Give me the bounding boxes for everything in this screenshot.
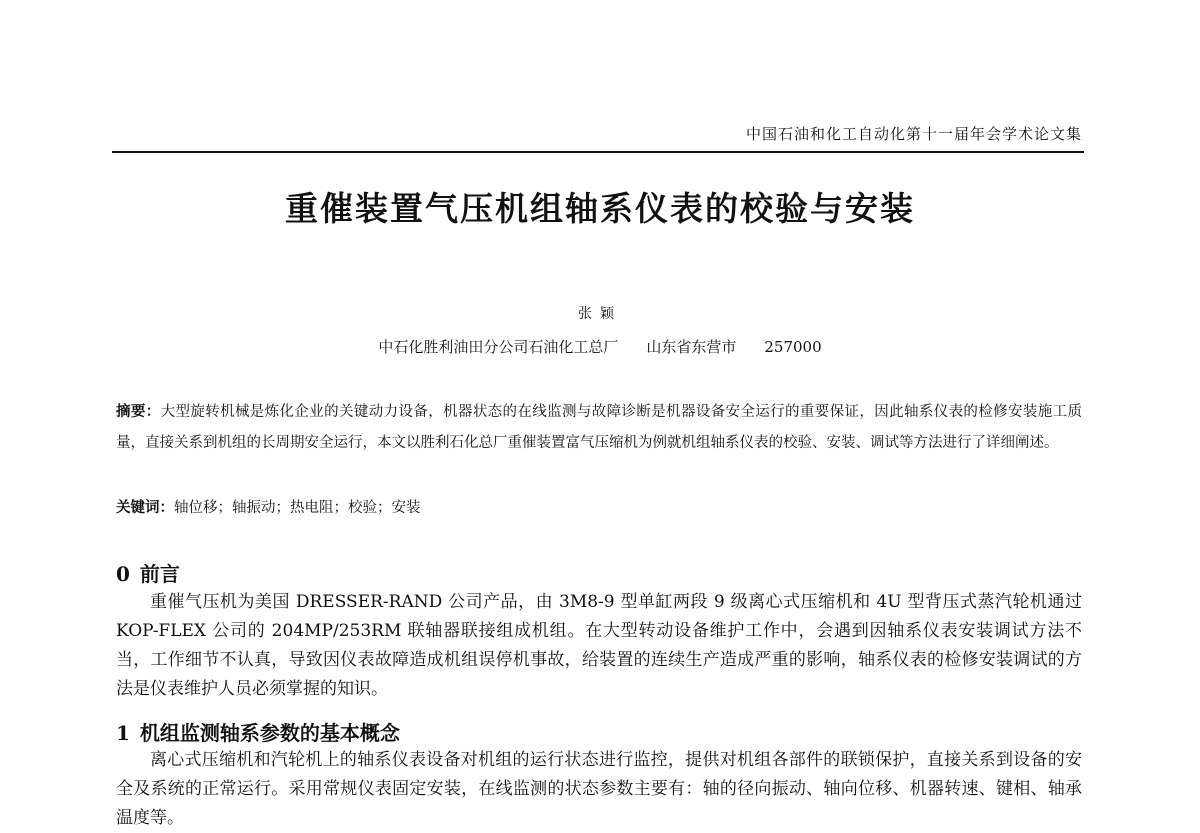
keywords bbox=[116, 496, 421, 520]
section-heading-1 bbox=[116, 717, 400, 746]
affiliation-org: 中石化胜利油田分公司石油化工总厂 bbox=[378, 338, 619, 356]
affiliation bbox=[0, 336, 1200, 357]
author: 张颖 bbox=[578, 306, 622, 322]
keywords-label: 关键词： bbox=[116, 499, 174, 516]
running-header: 中国石油和化工自动化第十一届年会学术论文集 bbox=[745, 125, 1082, 143]
section-number: 0 bbox=[116, 562, 130, 586]
abstract-text: 大型旋转机械是炼化企业的关键动力设备，机器状态的在线监测与故障诊断是机器设备安全运行的重要保证，因此轴系仪表的检修安装施工质量，直接关系到机组的长周期安全运行，本文以胜利石化总厂重催装置富气压缩机为例就机组轴系仪表的校验、安装、调试等方法进行了详细阐述。 bbox=[116, 404, 1083, 451]
affiliation-location: 山东省东营市 bbox=[646, 338, 737, 356]
section-0-paragraph: 重催气压机为美国 DRESSER-RAND 公司产品，由 3M8-9 型单缸两段 9 级离心式压缩机和 4U 型背压式蒸汽轮机通过 KOP-FLEX 公司的 204MP/253RM 联轴器联接组成机组。在大型转动设备维护工作中，会遇到因轴系仪表安装调试方法不当，工作细节不认真，导致因仪表故障造成机组误停机事故，给装置的连续生产造成严重的影响，轴系仪表的检修安装调试的方法是仪表维护人员必须掌握的知识。 bbox=[116, 592, 1082, 699]
affiliation-postcode: 257000 bbox=[764, 338, 822, 356]
header-rule bbox=[112, 151, 1084, 153]
section-title: 机组监测轴系参数的基本概念 bbox=[139, 721, 400, 745]
abstract bbox=[116, 396, 1082, 459]
section-1-paragraph: 离心式压缩机和汽轮机上的轴系仪表设备对机组的运行状态进行监控，提供对机组各部件的联锁保护，直接关系到设备的安全及系统的正常运行。采用常规仪表固定安装，在线监测的状态参数主要有：轴的径向振动、轴向位移、机器转速、键相、轴承温度等。 bbox=[116, 750, 1082, 828]
paper-title: 重催装置气压机组轴系仪表的校验与安装 bbox=[285, 189, 915, 228]
section-number: 1 bbox=[116, 721, 130, 745]
section-heading-0 bbox=[116, 558, 180, 587]
abstract-label: 摘要： bbox=[116, 403, 161, 420]
section-title: 前言 bbox=[139, 562, 180, 586]
keywords-text: 轴位移；轴振动；热电阻；校验；安装 bbox=[174, 500, 421, 516]
